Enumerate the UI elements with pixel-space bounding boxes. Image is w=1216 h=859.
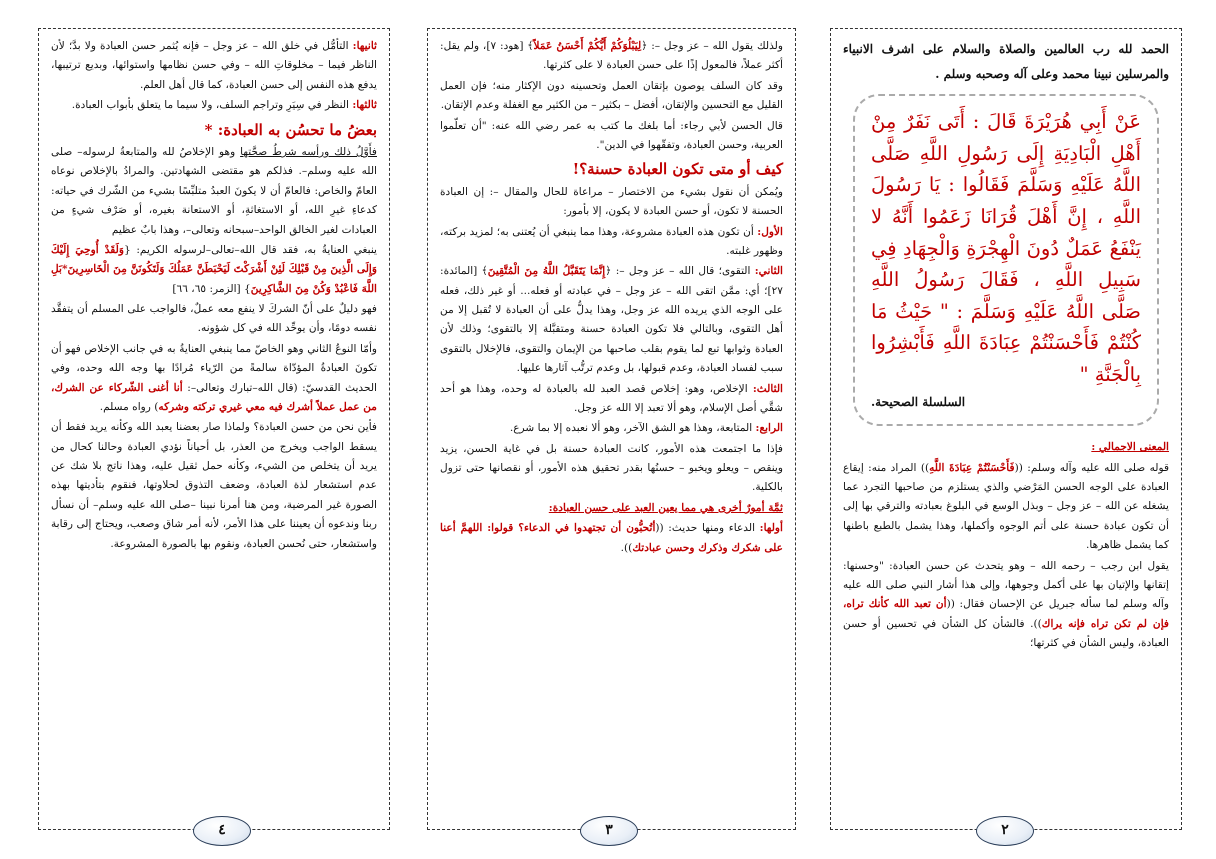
list-item: أولها: الدعاء ومنها حديث: ((أتُحبُّون أن تجتهدوا في الدعاء؟ قولوا: اللهمَّ أعنا على شكرك وذكرك وحسن عبادتك)). — [440, 522, 783, 554]
paragraph: وأمّا النوعُ الثاني وهو الخاصّ مما ينبغي العنايةُ به في جانب الإخلاص فهو أن تكونَ العبادةُ المؤدّاة سالمةً من الرّياء مُرادًا بها وجه الله وحده، وفي الحديث القدسيّ: (قال الله–تبارك وتعالى–: أنا أغنى الشّركاء عن الشرك، من عمل عملاً أشرك فيه معي غيري تركته وشركه) رواه مسلم. — [51, 342, 377, 413]
section-heading: كيف أو متى تكون العبادة حسنة؟! — [572, 160, 783, 179]
hadith-text: عَنْ أَبِي هُرَيْرَةَ قَالَ : أَتَى نَفَرٌ مِنْ أَهْلِ الْبَادِيَةِ إِلَى رَسُولِ اللَّهِ صَلَّى اللَّهُ عَلَيْهِ وَسَلَّمَ فَقَالُوا : يَا رَسُولَ اللَّهِ ، إِنَّ أَهْلَ قُرَانَا زَعَمُوا أَنَّهُ لا يَنْفَعُ عَمَلٌ دُونَ الْهِجْرَةِ وَالْجِهَادِ فِي سَبِيلِ اللَّهِ ، فَقَالَ رَسُولُ اللَّهِ صَلَّى اللَّهُ عَلَيْهِ وَسَلَّمَ : " حَيْثُ مَا كُنْتُمْ فَأَحْسَنْتُمْ عِبَادَةَ اللَّهِ فَأَبْشِرُوا بِالْجَنَّةِ " — [871, 110, 1141, 386]
hadith-box — [853, 94, 1159, 426]
paragraph: فإذا ما اجتمعت هذه الأمور، كانت العبادة حسنة بل في غاية الحسن، يزيد وينقص – ويعلو ويخبو – حسنُها بقدر تحقيق هذه الأمور، أو نقصانها حتى تزول بالكلية. — [440, 442, 783, 494]
paragraph: ينبغي العنايةُ به، فقد قال الله–تعالى–لرسوله الكريم: {وَلَقَدْ أُوحِيَ إِلَيْكَ وَإِلَى الَّذِينَ مِنْ قَبْلِكَ لَئِنْ أَشْرَكْتَ لَيَحْبَطَنَّ عَمَلُكَ وَلَتَكُونَنَّ مِنَ الْخَاسِرِينَ*بَلِ اللَّهَ فَاعْبُدْ وَكُنْ مِنَ الشَّاكِرِينَ} [الزمر: ٦٥، ٦٦] — [51, 243, 377, 295]
page-number-2: ٢ — [976, 816, 1034, 846]
list-item: ثانيها: التأمُّل في خلق الله – عز وجل – فإنه يُثمر حسن العبادة ولا بدَّ؛ لأن الناظر فيما – مخلوقاتِ الله – وفي حسن نظامها واستوائها، وبديع ترتيبها، يدفع هذه النفس إلى حسن العبادة، كما قال أهل العلم. — [51, 40, 377, 91]
paragraph: فهو دليلٌ على أنّ الشركَ لا ينفع معه عملٌ، فالواجب على المسلم أن يتفقَّد نفسه دومًا، وأن يوحِّد الله في كل شؤونه. — [51, 303, 377, 335]
section-heading: بعضُ ما تحسُن به العبادة: * — [204, 120, 377, 139]
paragraph: قال الحسن لأبي رجاء: أما بلغك ما كتب به عمر رضي الله عنه: "أن تعلّموا العربية، وحسن العبادة، وتفقّهوا في الدين". — [440, 119, 783, 151]
list-item: الثالث: الإخلاص، وهو: إخلاص قصد العبد لله بالعبادة له وحده، وهذا هو أحد شقَّي أصل الإسلام، وهو ألا تعبد إلا الله عز وجل. — [440, 382, 783, 414]
intro-text: الحمد لله رب العالمين والصلاة والسلام على اشرف الانبياء والمرسلين نبينا محمد وعلى آله وصحبه وسلم . — [843, 42, 1169, 81]
page-2-column — [830, 28, 1182, 830]
list-item: الثاني: التقوى؛ قال الله – عز وجل –: ﴿إِنَّمَا يَتَقَبَّلُ اللَّهُ مِنَ الْمُتَّقِينَ﴾ [المائدة: ٢٧]؛ أي: ممَّن اتقى الله – عز وجل – في عبادته أو فعله... أو غير ذلك، فعله على الوجه الذي يريده الله عز وجل، وهذا يدلُّ على أن العبادة لا تُقبل إلا من أهل التقوى، وبالتالي فلا تكون العبادة حسنة ومتقبَّلة إلا بالتقوى؛ وذلك لأن العبادة وثوابها تبع لما يقوم بقلب صاحبها من الإيمان والتقوى، فالإخلال بالتقوى سبب لفساد العبادة، وعدم قبولها، بل وعدم ترتُّب آثارها عليها. — [440, 265, 783, 375]
hadith-source: السلسلة الصحيحة. — [871, 395, 966, 410]
page-number-3: ٣ — [580, 816, 638, 846]
paragraph: ولذلك يقول الله – عز وجل –: ﴿لِيَبْلُوَكُمْ أَيُّكُمْ أَحْسَنُ عَمَلاً﴾ [هود: ٧]، ولم يقل: أكثر عملاً، فالمعول إذًا على حسن العبادة لا على كثرتها. — [440, 40, 784, 72]
paragraph: فأين نحن من حسن العبادة؟ ولماذا صار بعضنا يعبد الله وكأنه يريد فقط أن يسقط الواجب ويخرج من العذر، بل أحياناً نؤدي العبادة وحالنا كحال من يريد أن يتخلص من الشيء، وكأنه حمل ثقيل عليه، وهذا ناتج بلا شك عن عدم استشعار لذة العبادة، وضعف التذوق لحلاوتها، فنقوم بتأديتها بهذه الصورة غير المرضية، ومن هنا أمرنا نبينا –صلى الله عليه وسلم– أن نسأل ربنا وندعوه أن يعيننا على هذا الأمر، لأنه أمر شاق وصعب، ويحتاج إلى رقابة واستشعار، حتى نُحسن العبادة، ونقوم بها بالصورة المشروعة. — [51, 421, 377, 550]
sub-heading: ثمَّة أمورٌ أخرى هي مما يعين العبد على حسن العبادة: — [548, 501, 783, 514]
page-number-4: ٤ — [193, 816, 251, 846]
paragraph: قوله صلى الله عليه وآله وسلم: ((فَأَحْسَنْتُمْ عِبَادَةَ اللَّهِ)) المراد منه: إيقاع العبادة على الوجه الحسن المَرْضي والذي يستلزم من صاحبها التجرد عما يشغله عن الله – عز وجل – وبذل الوسع في البلوغ بعبادته والترقي بها إلى أن تكون عبادة حسنة على أتم الوجوه وأكملها، وهذا يشمل بالطبع باطنها كما يشمل ظاهرها. — [843, 461, 1170, 552]
section-heading: المعنى الاجمالي : — [1091, 441, 1169, 454]
paragraph: وقد كان السلف يوصون بإتقان العمل وتحسينه دون الإكثار منه؛ فإن العمل القليل مع التحسين والإتقان، أفضل – بكثير – من الكثير مع الغفلة وعدم الإتقان. — [440, 79, 783, 112]
paragraph: فأَوَّلُ ذلك ورأسه شرطُ صحَّتها وهو الإخلاصُ لله والمتابعةُ لرسوله– صلى الله عليه وسلم–. فذلكم هو مقتضى الشهادتين. والمرادُ بالإخلاص نوعاه العامّ والخاص: فالعامّ أن لا يكونَ العبدُ متلبِّسًا بشيء من الشّرك في حياته: كدعاءِ غيرِ الله، أو الاستغاثةِ، أو الاستعانة بغيره، أو صَرْف شيءٍ من العبادات لغير الخالق الواحد–سبحانه وتعالى–، وهذا بابٌ عظيم — [51, 146, 377, 236]
page-4-column — [38, 28, 390, 830]
list-item: الرابع: المتابعة، وهذا هو الشق الآخر، وهو ألا نعبده إلا بما شرع. — [509, 422, 783, 435]
list-item: ثالثها: النظر في سِيَرِ وتراجم السلف، ولا سيما ما يتعلق بأبواب العبادة. — [71, 99, 377, 112]
page-3-column — [427, 28, 796, 830]
list-item: الأول: أن تكون هذه العبادة مشروعة، وهذا مما ينبغي أن يُعتنى به؛ لمزيد بركته، وظهور غلبته. — [440, 225, 783, 257]
paragraph: ويُمكن أن نقول بشيء من الاختصار – مراعاة للحال والمقال –: إن العبادة الحسنة لا تكون، أو حسن العبادة لا يكون، إلا بأمور: — [440, 185, 783, 218]
paragraph: يقول ابن رجب – رحمه الله – وهو يتحدث عن حسن العبادة: "وحسنها: إتقانها والإتيان بها على أكمل وجوهها، وإلى هذا أشار النبي صلى الله عليه وآله وسلم لما سأله جبريل عن الإحسان فقال: ((أن تعبد الله كأنك تراه، فإن لم تكن تراه فإنه يراك)). فالشأن كل الشأن في تحسين أو حسن العبادة، وليس الشأن في كثرتها؛ — [843, 559, 1169, 650]
